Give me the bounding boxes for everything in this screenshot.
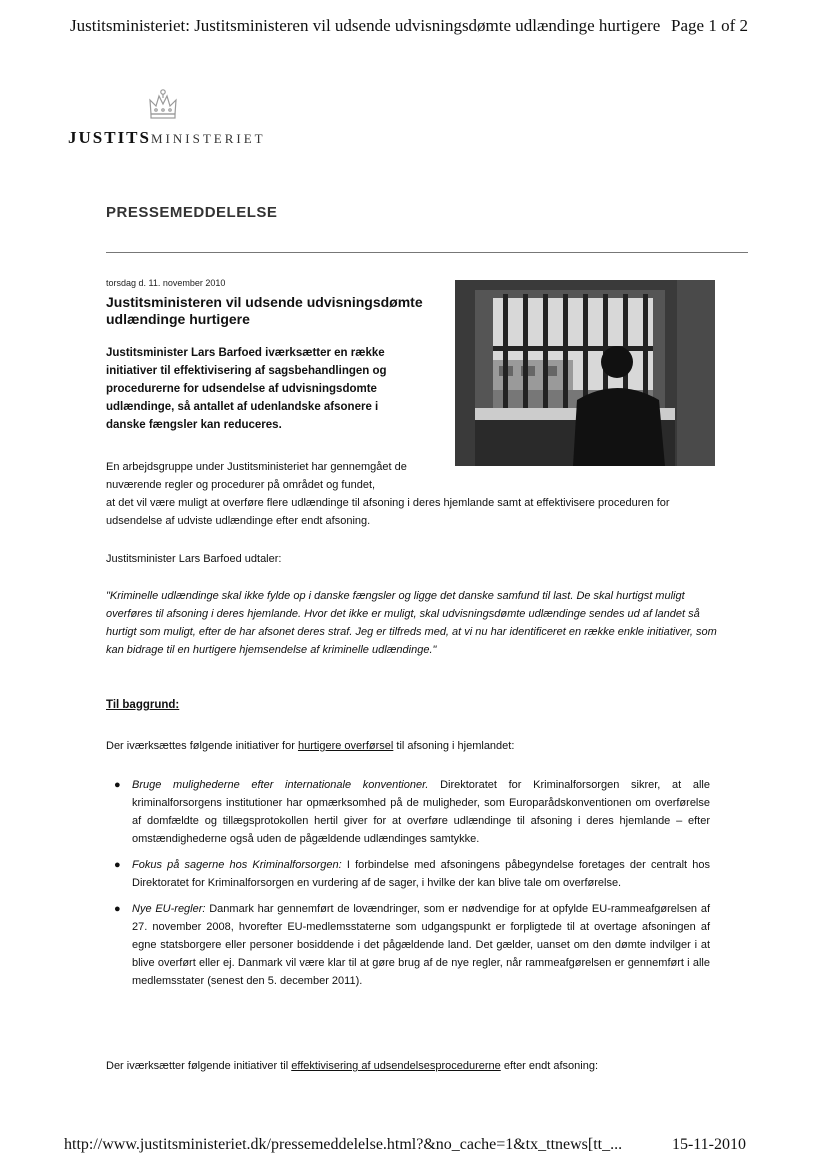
- print-header: [70, 16, 760, 36]
- list-intro-after: til afsoning i hjemlandet:: [393, 740, 515, 752]
- final-paragraph: [106, 1057, 706, 1075]
- bullet-icon: ●: [114, 903, 121, 915]
- bullet-icon: ●: [114, 779, 121, 791]
- logo-light-text: MINISTERIET: [150, 131, 266, 146]
- header-divider: [106, 252, 748, 253]
- footer-url: http://www.justitsministeriet.dk/pressemeddelelse.html?&no_cache=1&tx_ttnews[tt_...: [64, 1136, 623, 1153]
- list-intro: [106, 737, 718, 755]
- crown-icon: [146, 88, 180, 122]
- article-headline: Justitsministeren vil udsende udvisningsdømte udlændinge hurtigere: [106, 294, 423, 327]
- list-item-text: Direktoratet for Kriminalforsorgen sikrer, at alle kriminalforsorgens institutioner har opmærksomhed på de muligheder, som Europarådskonventionen om overførelse af domfældte og tillægsprotokollen hertil giver for at overføre udlændinge til afsoning i deres hjemlande – efter omstændighederne også uden de pågældende udlændinges samtykke.: [132, 779, 710, 845]
- list-intro-emphasis: hurtigere overførsel: [297, 740, 394, 752]
- final-after: efter endt afsoning:: [500, 1060, 599, 1072]
- background-heading: Til baggrund:: [106, 699, 180, 711]
- article-lead: Justitsminister Lars Barfoed iværksætter en række initiativer til effektivisering af sagsbehandlingen og procedurerne for udsendelse af udvisningsdomte udlændinge, så antallet af udenlandske afsonere i danske fængsler kan reduceres.: [106, 347, 387, 431]
- list-item-lead: Nye EU-regler:: [132, 903, 206, 915]
- article-date: torsdag d. 11. november 2010: [106, 278, 226, 288]
- list-item-lead: Bruge mulighederne efter internationale konventioner.: [132, 779, 429, 791]
- list-item-text: I forbindelse med afsoningens påbegyndelse foretages der centralt hos Direktoratet for Kriminalforsorgen en vurdering af de sager, i hvilke der kan blive tale om overførelse.: [132, 859, 710, 889]
- intro-narrow-text: En arbejdsgruppe under Justitsministeriet har gennemgået de nuværende regler og procedurer på området og fundet,: [106, 461, 407, 491]
- final-before: Der iværksætter følgende initiativer til: [106, 1060, 292, 1072]
- bullet-icon: ●: [114, 859, 121, 871]
- footer-date: 15-11-2010: [671, 1136, 746, 1153]
- list-item-lead: Fokus på sagerne hos Kriminalforsorgen:: [132, 859, 342, 871]
- list-item: [108, 900, 710, 990]
- logo-bold-text: JUSTITS: [68, 128, 151, 147]
- minister-quote: "Kriminelle udlændinge skal ikke fylde op i danske fængsler og ligge det danske samfund til last. De skal hurtigst muligt overføres til afsoning i deres hjemlande. Hvor det ikke er muligt, skal udvisningsdømte udlændinge sendes ud af landet så hurtigt som muligt, efter de har afsonet deres straf. Jeg er tilfreds med, at vi nu har identificeret en række enkle initiativer, som kan bidrage til en hurtigere hjemsendelse af kriminelle udlændinge.": [106, 590, 717, 656]
- list-item: [108, 856, 710, 892]
- final-emphasis: effektivisering af udsendelsesprocedurerne: [291, 1060, 501, 1072]
- print-footer: [64, 1136, 746, 1154]
- list-intro-before: Der iværksættes følgende initiativer for: [106, 740, 298, 752]
- intro-rest-text: at det vil være muligt at overføre flere udlændinge til afsoning i deres hjemlande samt at effektivisere proceduren for udsendelse af udviste udlændinge efter endt afsoning.: [106, 497, 670, 527]
- initiatives-list: [108, 776, 710, 998]
- print-header-title: Justitsministeriet: Justitsministeren vil udsende udvisningsdømte udlændinge hurtigere: [70, 16, 661, 35]
- list-item-text: Danmark har gennemført de lovændringer, som er nødvendige for at opfylde EU-rammeafgørelsen af 27. november 2008, hvorefter EU-medlemsstaterne som udgangspunkt er forpligtede til at overtage afsoningen af egne statsborgere eller personer bosiddende i det pågældende land. Det gælder, uanset om den dømte indvilger i at blive overført eller ej. Danmark vil være klar til at gøre brug af de nye regler, når rammeafgørelsen er gennemført i alle medlemsstater (senest den 5. december 2011).: [132, 903, 710, 987]
- intro-paragraph: [106, 458, 718, 530]
- article-photo: [455, 280, 715, 466]
- list-item: [108, 776, 710, 848]
- page-number: Page 1 of 2: [671, 16, 748, 35]
- quote-intro: Justitsminister Lars Barfoed udtaler:: [106, 553, 282, 565]
- press-release-title: PRESSEMEDDELELSE: [106, 204, 278, 221]
- logo-wordmark: [68, 128, 266, 148]
